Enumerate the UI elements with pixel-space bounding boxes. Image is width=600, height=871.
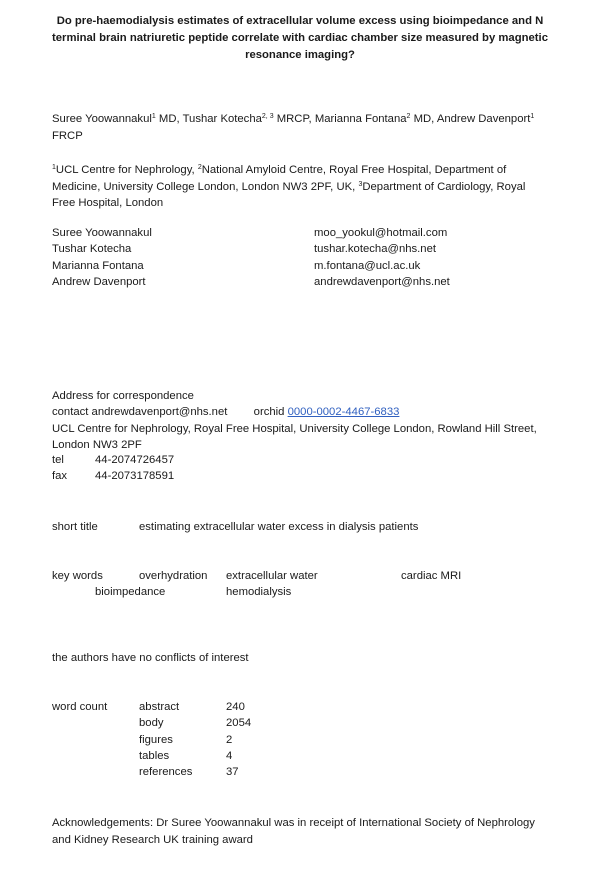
author-degree: FRCP	[52, 129, 83, 142]
correspondence-section	[52, 389, 548, 486]
contact-email: tushar.kotecha@nhs.net	[314, 243, 437, 256]
affiliation-marker: 2	[197, 164, 202, 171]
word-count-label: word count	[52, 701, 108, 713]
word-count-value: 4	[226, 749, 233, 762]
affiliation-text: UCL Centre for Nephrology,	[55, 164, 198, 176]
affiliation-marker: 1	[151, 113, 156, 120]
fax-value: 44-2073178591	[95, 470, 175, 483]
contact-email: moo_yookul@hotmail.com	[314, 227, 448, 239]
word-count-item-label: references	[139, 766, 193, 779]
word-count-value: 2	[226, 733, 233, 746]
key-word: cardiac MRI	[401, 570, 462, 582]
affiliation-text: Department of Cardiology, Royal Free Hospital, London	[52, 180, 526, 209]
fax-row	[52, 469, 548, 485]
author-degree: MD,	[410, 113, 437, 125]
affiliations	[52, 162, 548, 212]
affiliation-marker: 1	[52, 164, 56, 171]
tel-value: 44-2074726457	[95, 454, 175, 467]
word-count-row	[139, 749, 169, 765]
word-count-item-label: tables	[139, 749, 170, 762]
paper-title: Do pre-haemodialysis estimates of extracellular volume excess using bioimpedance and N terminal brain natriuretic peptide correlate with cardiac chamber size measured by magnetic resonance imaging?	[52, 15, 548, 61]
contact-name: Andrew Davenport	[52, 275, 146, 288]
author-name: Andrew Davenport	[436, 113, 531, 125]
key-word: extracellular water	[226, 570, 318, 582]
affiliation-marker: 1	[530, 113, 535, 120]
tel-label: tel	[52, 454, 64, 467]
contact-name: Marianna Fontana	[52, 259, 144, 272]
author-degree: MRCP,	[273, 113, 315, 125]
short-title-value: estimating extracellular water excess in dialysis patients	[139, 521, 419, 533]
tel-row	[52, 453, 548, 469]
contact-row	[52, 259, 548, 275]
contact-email: andrewdavenport@nhs.net	[314, 275, 450, 288]
contact-name: Suree Yoowannakul	[52, 227, 152, 239]
author-degree: MD,	[155, 113, 183, 125]
contact-email: m.fontana@ucl.ac.uk	[314, 259, 421, 272]
key-word: hemodialysis	[226, 586, 292, 598]
word-count-value: 37	[226, 766, 239, 779]
word-count-value: 240	[226, 701, 245, 713]
correspondence-contact: contact andrewdavenport@nhs.net	[52, 406, 228, 419]
conflict-of-interest-statement: the authors have no conflicts of interest	[52, 652, 249, 664]
affiliation-marker: 2, 3	[261, 113, 274, 120]
key-word: overhydration	[139, 570, 208, 582]
orchid-label: orchid	[253, 406, 285, 419]
word-count-row	[139, 733, 173, 749]
affiliation-marker: 2	[406, 113, 411, 120]
contact-row	[52, 226, 548, 242]
word-count-row	[139, 765, 192, 781]
word-count-value: 2054	[226, 717, 252, 730]
contact-name: Tushar Kotecha	[52, 243, 132, 256]
contact-row	[52, 242, 548, 258]
author-name: Marianna Fontana	[314, 113, 407, 125]
key-words-label: key words	[52, 570, 103, 582]
word-count-row	[139, 716, 164, 732]
fax-label: fax	[52, 470, 68, 483]
author-list	[52, 111, 548, 144]
correspondence-heading: Address for correspondence	[52, 390, 194, 402]
correspondence-address: UCL Centre for Nephrology, Royal Free Hospital, University College London, Rowland Hill Street, London NW3 2PF	[52, 423, 537, 452]
correspondence-contact-line	[52, 405, 548, 421]
author-name: Tushar Kotecha	[182, 113, 262, 125]
author-name: Suree Yoowannakul	[52, 113, 152, 125]
short-title-label: short title	[52, 521, 98, 533]
word-count-item-label: figures	[139, 733, 173, 746]
word-count-item-label: abstract	[139, 701, 180, 713]
affiliation-marker: 3	[358, 180, 363, 188]
word-count-item-label: body	[139, 717, 164, 730]
affiliation-text: National Amyloid Centre, Royal Free Hospital, Department of Medicine, University College London, London NW3 2PF, UK,	[52, 164, 507, 193]
key-word: bioimpedance	[95, 586, 166, 598]
word-count-row	[139, 700, 179, 716]
orchid-link[interactable]: 0000-0002-4467-6833	[287, 406, 400, 419]
contact-row	[52, 275, 548, 291]
author-contacts	[52, 226, 548, 291]
acknowledgements: Acknowledgements: Dr Suree Yoowannakul was in receipt of International Society of Nephrology and Kidney Research UK training award	[52, 817, 535, 846]
